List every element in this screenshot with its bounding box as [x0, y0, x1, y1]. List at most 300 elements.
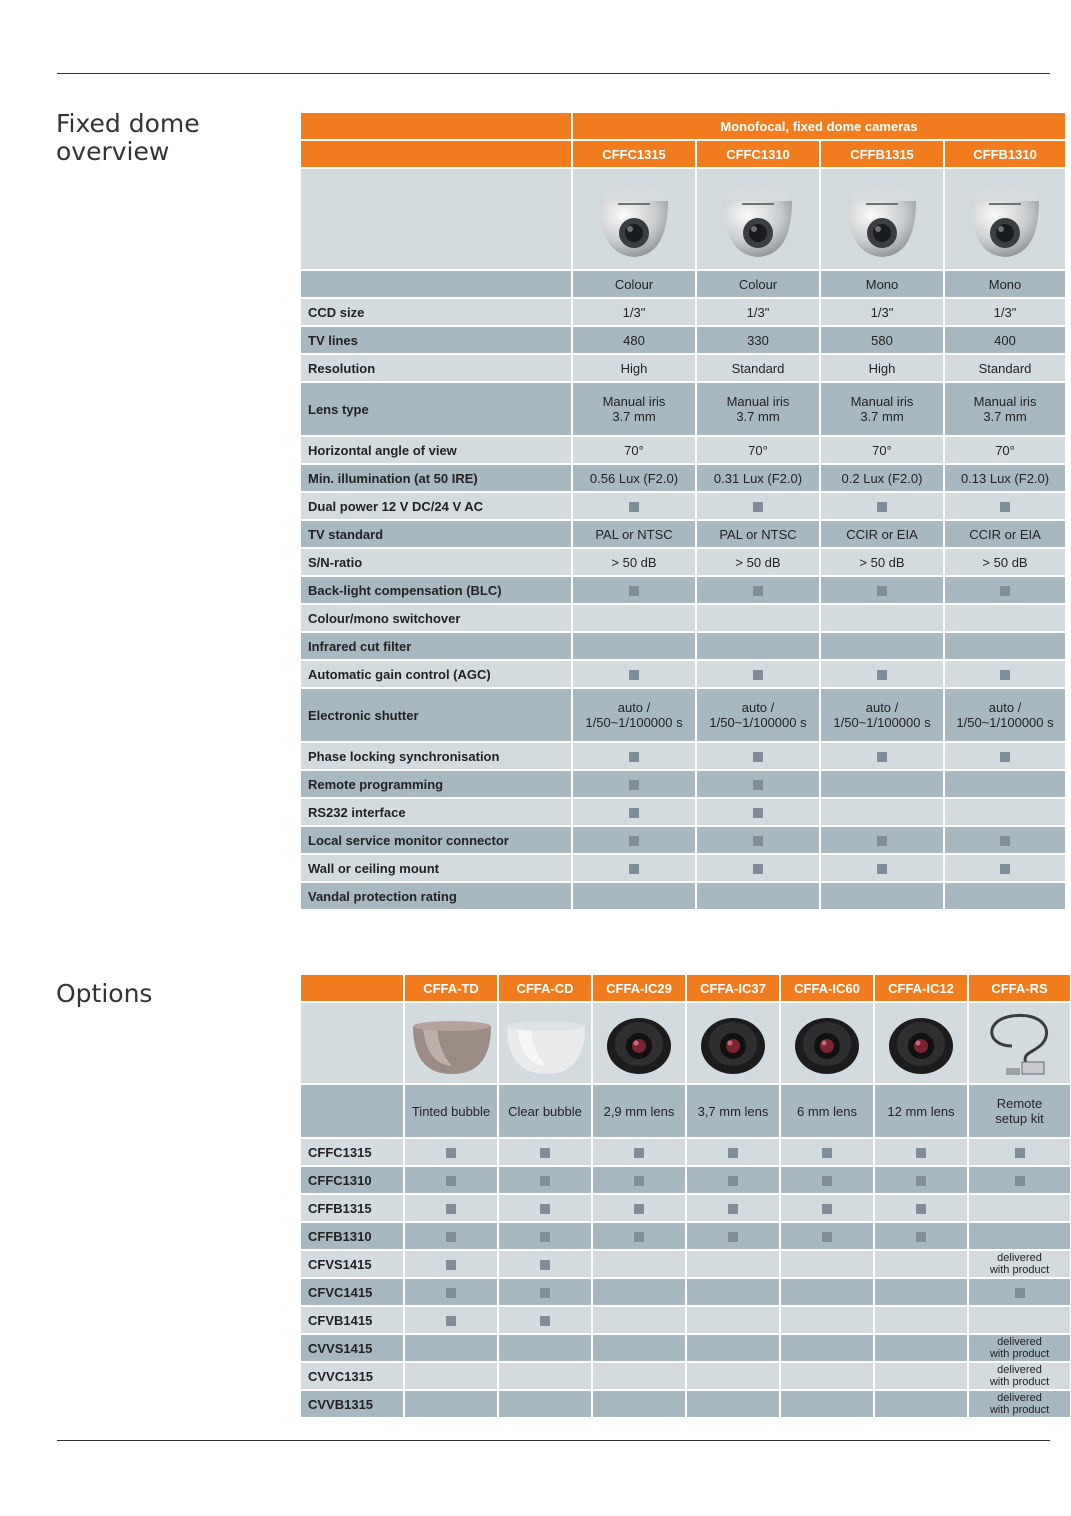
option-image-cell [687, 1003, 781, 1085]
spec-value: 0.31 Lux (F2.0) [697, 465, 821, 493]
option-value [593, 1307, 687, 1335]
option-description-line: 6 mm lens [797, 1103, 857, 1119]
option-value [969, 1363, 1071, 1391]
check-mark-icon [753, 502, 763, 512]
spec-value [573, 383, 697, 437]
table-row [301, 1085, 1071, 1139]
option-code-header: CFFA-TD [405, 975, 499, 1003]
option-code-header: CFFA-IC29 [593, 975, 687, 1003]
spec-label: Vandal protection rating [301, 883, 573, 911]
model-header: CFFB1315 [821, 141, 945, 169]
spec-value-line: 1/50~1/100000 s [709, 715, 807, 730]
option-value [499, 1139, 593, 1167]
option-model-label: CVVS1415 [301, 1335, 405, 1363]
spec-value [821, 771, 945, 799]
option-description [875, 1085, 969, 1139]
option-model-label: CFVS1415 [301, 1251, 405, 1279]
table-row [301, 1003, 1071, 1085]
spec-value: 330 [697, 327, 821, 355]
spec-value [945, 855, 1067, 883]
header-blank [301, 975, 405, 1003]
option-description [593, 1085, 687, 1139]
camera-image-cell [945, 169, 1067, 271]
check-mark-icon [540, 1176, 550, 1186]
spec-label: Local service monitor connector [301, 827, 573, 855]
check-mark-icon [446, 1176, 456, 1186]
spec-value: > 50 dB [945, 549, 1067, 577]
spec-value [697, 605, 821, 633]
option-value [969, 1195, 1071, 1223]
check-mark-icon [1015, 1288, 1025, 1298]
option-code-header: CFFA-RS [969, 975, 1071, 1003]
option-value [687, 1307, 781, 1335]
option-model-label: CFVB1415 [301, 1307, 405, 1335]
spec-value: PAL or NTSC [697, 521, 821, 549]
table-row [301, 799, 1067, 827]
option-value [781, 1251, 875, 1279]
option-description [405, 1085, 499, 1139]
check-mark-icon [540, 1204, 550, 1214]
spec-value [945, 383, 1067, 437]
spec-value: 70° [573, 437, 697, 465]
option-value [687, 1363, 781, 1391]
check-mark-icon [446, 1232, 456, 1242]
option-value [687, 1167, 781, 1195]
check-mark-icon [1000, 586, 1010, 596]
spec-value [821, 883, 945, 911]
check-mark-icon [446, 1288, 456, 1298]
spec-value [697, 883, 821, 911]
option-image-cell [499, 1003, 593, 1085]
colour-row-label [301, 271, 573, 299]
dome-camera-icon [716, 177, 800, 261]
table-row [301, 661, 1067, 689]
check-mark-icon [629, 670, 639, 680]
option-value [499, 1251, 593, 1279]
table-row [301, 549, 1067, 577]
spec-value: 0.56 Lux (F2.0) [573, 465, 697, 493]
option-value [969, 1279, 1071, 1307]
check-mark-icon [728, 1176, 738, 1186]
spec-value [945, 299, 1067, 327]
option-value [781, 1279, 875, 1307]
table-row [301, 465, 1067, 493]
table-row [301, 327, 1067, 355]
check-mark-icon [877, 752, 887, 762]
option-description [499, 1085, 593, 1139]
spec-value: > 50 dB [821, 549, 945, 577]
option-value [593, 1195, 687, 1223]
option-value [875, 1139, 969, 1167]
spec-value: > 50 dB [573, 549, 697, 577]
check-mark-icon [1000, 836, 1010, 846]
spec-value [945, 633, 1067, 661]
option-code-header: CFFA-IC12 [875, 975, 969, 1003]
spec-value [945, 827, 1067, 855]
fraction-value: 1/3" [622, 304, 646, 320]
spec-value-line: 1/50~1/100000 s [956, 715, 1054, 730]
option-value [781, 1223, 875, 1251]
option-value [593, 1391, 687, 1419]
spec-value [573, 827, 697, 855]
check-mark-icon [753, 836, 763, 846]
option-value [687, 1279, 781, 1307]
option-value [499, 1363, 593, 1391]
check-mark-icon [629, 502, 639, 512]
spec-value [821, 827, 945, 855]
spec-value [573, 605, 697, 633]
option-image-cell [969, 1003, 1071, 1085]
spec-value [697, 771, 821, 799]
spec-value [697, 577, 821, 605]
option-description-line: 2,9 mm lens [603, 1103, 675, 1119]
colour-type: Mono [821, 271, 945, 299]
fixed-dome-table [301, 113, 1067, 911]
spec-label: RS232 interface [301, 799, 573, 827]
spec-value: 70° [821, 437, 945, 465]
table-row [301, 383, 1067, 437]
option-description [781, 1085, 875, 1139]
table-row [301, 1223, 1071, 1251]
fixed-dome-title: Fixed dome overview [56, 109, 200, 166]
option-value [781, 1167, 875, 1195]
delivered-text: with product [989, 1404, 1050, 1416]
check-mark-icon [629, 586, 639, 596]
check-mark-icon [877, 586, 887, 596]
option-value [875, 1195, 969, 1223]
option-value [969, 1307, 1071, 1335]
check-mark-icon [540, 1288, 550, 1298]
spec-label: Colour/mono switchover [301, 605, 573, 633]
spec-value [697, 743, 821, 771]
option-value [405, 1307, 499, 1335]
table-row [301, 493, 1067, 521]
option-description-line: 3,7 mm lens [697, 1103, 769, 1119]
lens-icon [791, 1008, 863, 1078]
colour-type: Mono [945, 271, 1067, 299]
check-mark-icon [753, 586, 763, 596]
clear-bubble-icon [503, 1008, 589, 1078]
option-value [499, 1279, 593, 1307]
option-value [781, 1391, 875, 1419]
spec-value: CCIR or EIA [821, 521, 945, 549]
check-mark-icon [877, 864, 887, 874]
option-value [969, 1251, 1071, 1279]
table-row [301, 743, 1067, 771]
option-description-line: setup kit [995, 1111, 1044, 1126]
spec-value [573, 661, 697, 689]
option-value [687, 1195, 781, 1223]
option-value [499, 1167, 593, 1195]
spec-value [821, 855, 945, 883]
check-mark-icon [728, 1232, 738, 1242]
spec-value [945, 577, 1067, 605]
delivered-text: with product [989, 1348, 1050, 1360]
check-mark-icon [1015, 1176, 1025, 1186]
spec-label: Automatic gain control (AGC) [301, 661, 573, 689]
table-row [301, 1195, 1071, 1223]
check-mark-icon [753, 752, 763, 762]
table-row [301, 827, 1067, 855]
spec-value: PAL or NTSC [573, 521, 697, 549]
check-mark-icon [916, 1148, 926, 1158]
table-row [301, 883, 1067, 911]
spec-value [821, 799, 945, 827]
spec-value [821, 493, 945, 521]
option-value [969, 1335, 1071, 1363]
spec-value [821, 633, 945, 661]
option-value [969, 1167, 1071, 1195]
option-value [875, 1363, 969, 1391]
check-mark-icon [728, 1204, 738, 1214]
check-mark-icon [540, 1316, 550, 1326]
option-value [593, 1223, 687, 1251]
spec-value [573, 771, 697, 799]
model-header: CFFC1315 [573, 141, 697, 169]
header-blank [301, 141, 573, 169]
dome-camera-icon [963, 177, 1047, 261]
option-value [875, 1251, 969, 1279]
option-value [499, 1307, 593, 1335]
spec-value [573, 299, 697, 327]
option-value [875, 1391, 969, 1419]
lens-icon [885, 1008, 957, 1078]
check-mark-icon [540, 1232, 550, 1242]
spec-value: 480 [573, 327, 697, 355]
check-mark-icon [877, 836, 887, 846]
spec-label: Phase locking synchronisation [301, 743, 573, 771]
option-model-label: CVVC1315 [301, 1363, 405, 1391]
colour-type: Colour [573, 271, 697, 299]
check-mark-icon [629, 864, 639, 874]
option-image-cell [405, 1003, 499, 1085]
spec-label: Min. illumination (at 50 IRE) [301, 465, 573, 493]
option-value [687, 1223, 781, 1251]
table-row [301, 271, 1067, 299]
check-mark-icon [634, 1176, 644, 1186]
table-row [301, 1251, 1071, 1279]
spec-value-line: 3.7 mm [983, 409, 1027, 424]
option-value [593, 1363, 687, 1391]
spec-value-line: auto / [988, 700, 1022, 715]
spec-value [945, 799, 1067, 827]
spec-value [945, 493, 1067, 521]
spec-value [697, 799, 821, 827]
delivered-text: delivered [997, 1252, 1042, 1264]
option-value [875, 1279, 969, 1307]
spec-value [821, 383, 945, 437]
table-row [301, 771, 1067, 799]
model-header: CFFC1310 [697, 141, 821, 169]
table-row [301, 113, 1067, 141]
delivered-text: with product [989, 1376, 1050, 1388]
spec-label: S/N-ratio [301, 549, 573, 577]
option-value [781, 1363, 875, 1391]
spec-value [697, 493, 821, 521]
option-value [405, 1363, 499, 1391]
spec-value [697, 383, 821, 437]
option-value [405, 1139, 499, 1167]
model-header: CFFB1310 [945, 141, 1067, 169]
option-value [405, 1391, 499, 1419]
check-mark-icon [540, 1260, 550, 1270]
option-value [875, 1335, 969, 1363]
option-value [875, 1307, 969, 1335]
check-mark-icon [540, 1148, 550, 1158]
option-value [593, 1335, 687, 1363]
check-mark-icon [916, 1232, 926, 1242]
spec-value [945, 661, 1067, 689]
spec-value [573, 883, 697, 911]
check-mark-icon [446, 1316, 456, 1326]
table-row [301, 1167, 1071, 1195]
spec-value: 70° [945, 437, 1067, 465]
delivered-text: delivered [997, 1364, 1042, 1376]
option-value [405, 1335, 499, 1363]
spec-value [945, 743, 1067, 771]
check-mark-icon [877, 502, 887, 512]
spec-value [697, 855, 821, 883]
dome-camera-icon [840, 177, 924, 261]
check-mark-icon [1000, 670, 1010, 680]
check-mark-icon [753, 780, 763, 790]
spec-value [573, 799, 697, 827]
option-code-header: CFFA-CD [499, 975, 593, 1003]
option-code-header: CFFA-IC37 [687, 975, 781, 1003]
spec-value [697, 299, 821, 327]
spec-value: Standard [945, 355, 1067, 383]
option-value [969, 1391, 1071, 1419]
fraction-value: 1/3" [746, 304, 770, 320]
check-mark-icon [822, 1176, 832, 1186]
image-row-label [301, 169, 573, 271]
check-mark-icon [822, 1232, 832, 1242]
spec-value: 0.13 Lux (F2.0) [945, 465, 1067, 493]
group-header: Monofocal, fixed dome cameras [573, 113, 1067, 141]
table-row [301, 633, 1067, 661]
table-row [301, 299, 1067, 327]
camera-image-cell [573, 169, 697, 271]
spec-label: Electronic shutter [301, 689, 573, 743]
spec-value: 0.2 Lux (F2.0) [821, 465, 945, 493]
table-row [301, 141, 1067, 169]
option-model-label: CFFB1310 [301, 1223, 405, 1251]
check-mark-icon [728, 1148, 738, 1158]
option-value [499, 1223, 593, 1251]
option-value [405, 1195, 499, 1223]
delivered-text: delivered [997, 1336, 1042, 1348]
spec-label: Infrared cut filter [301, 633, 573, 661]
option-value [687, 1391, 781, 1419]
check-mark-icon [634, 1232, 644, 1242]
option-model-label: CFFB1315 [301, 1195, 405, 1223]
check-mark-icon [822, 1148, 832, 1158]
spec-value [697, 633, 821, 661]
option-value [499, 1391, 593, 1419]
spec-label: Resolution [301, 355, 573, 383]
check-mark-icon [877, 670, 887, 680]
check-mark-icon [753, 670, 763, 680]
spec-value [821, 661, 945, 689]
spec-value [573, 689, 697, 743]
option-value [969, 1139, 1071, 1167]
option-value [781, 1195, 875, 1223]
spec-value [821, 299, 945, 327]
check-mark-icon [1000, 502, 1010, 512]
check-mark-icon [1000, 864, 1010, 874]
desc-row-label [301, 1085, 405, 1139]
spec-label: Dual power 12 V DC/24 V AC [301, 493, 573, 521]
spec-value-line: Manual iris [973, 394, 1037, 409]
bottom-rule [57, 1440, 1050, 1441]
spec-value [945, 883, 1067, 911]
spec-value [821, 577, 945, 605]
options-table [301, 975, 1071, 1419]
spec-value-line: Manual iris [726, 394, 790, 409]
table-row [301, 1307, 1071, 1335]
option-value [593, 1279, 687, 1307]
option-value [781, 1335, 875, 1363]
spec-value [573, 743, 697, 771]
spec-value-line: auto / [865, 700, 899, 715]
spec-value: > 50 dB [697, 549, 821, 577]
image-row-label [301, 1003, 405, 1085]
spec-label: Horizontal angle of view [301, 437, 573, 465]
spec-value [697, 661, 821, 689]
option-value [593, 1251, 687, 1279]
check-mark-icon [446, 1260, 456, 1270]
spec-value [821, 605, 945, 633]
check-mark-icon [1015, 1148, 1025, 1158]
option-value [405, 1251, 499, 1279]
spec-value: 70° [697, 437, 821, 465]
table-row [301, 975, 1071, 1003]
table-row [301, 521, 1067, 549]
spec-value [573, 493, 697, 521]
table-row [301, 1139, 1071, 1167]
cable-icon [982, 1006, 1058, 1080]
option-value [687, 1139, 781, 1167]
check-mark-icon [916, 1204, 926, 1214]
check-mark-icon [916, 1176, 926, 1186]
table-row [301, 605, 1067, 633]
spec-value [945, 605, 1067, 633]
table-row [301, 355, 1067, 383]
check-mark-icon [629, 836, 639, 846]
table-row [301, 855, 1067, 883]
spec-label: Back-light compensation (BLC) [301, 577, 573, 605]
fraction-value: 1/3" [870, 304, 894, 320]
option-value [593, 1167, 687, 1195]
fraction-value: 1/3" [993, 304, 1017, 320]
option-value [593, 1139, 687, 1167]
option-description [687, 1085, 781, 1139]
camera-image-cell [821, 169, 945, 271]
option-value [499, 1335, 593, 1363]
colour-type: Colour [697, 271, 821, 299]
spec-label: Remote programming [301, 771, 573, 799]
lens-icon [697, 1008, 769, 1078]
tinted-bubble-icon [409, 1008, 495, 1078]
spec-value-line: 1/50~1/100000 s [585, 715, 683, 730]
spec-value-line: 3.7 mm [736, 409, 780, 424]
table-row [301, 1279, 1071, 1307]
camera-image-cell [697, 169, 821, 271]
check-mark-icon [1000, 752, 1010, 762]
spec-label: TV standard [301, 521, 573, 549]
option-value [875, 1223, 969, 1251]
option-description-line: Tinted bubble [411, 1103, 491, 1119]
